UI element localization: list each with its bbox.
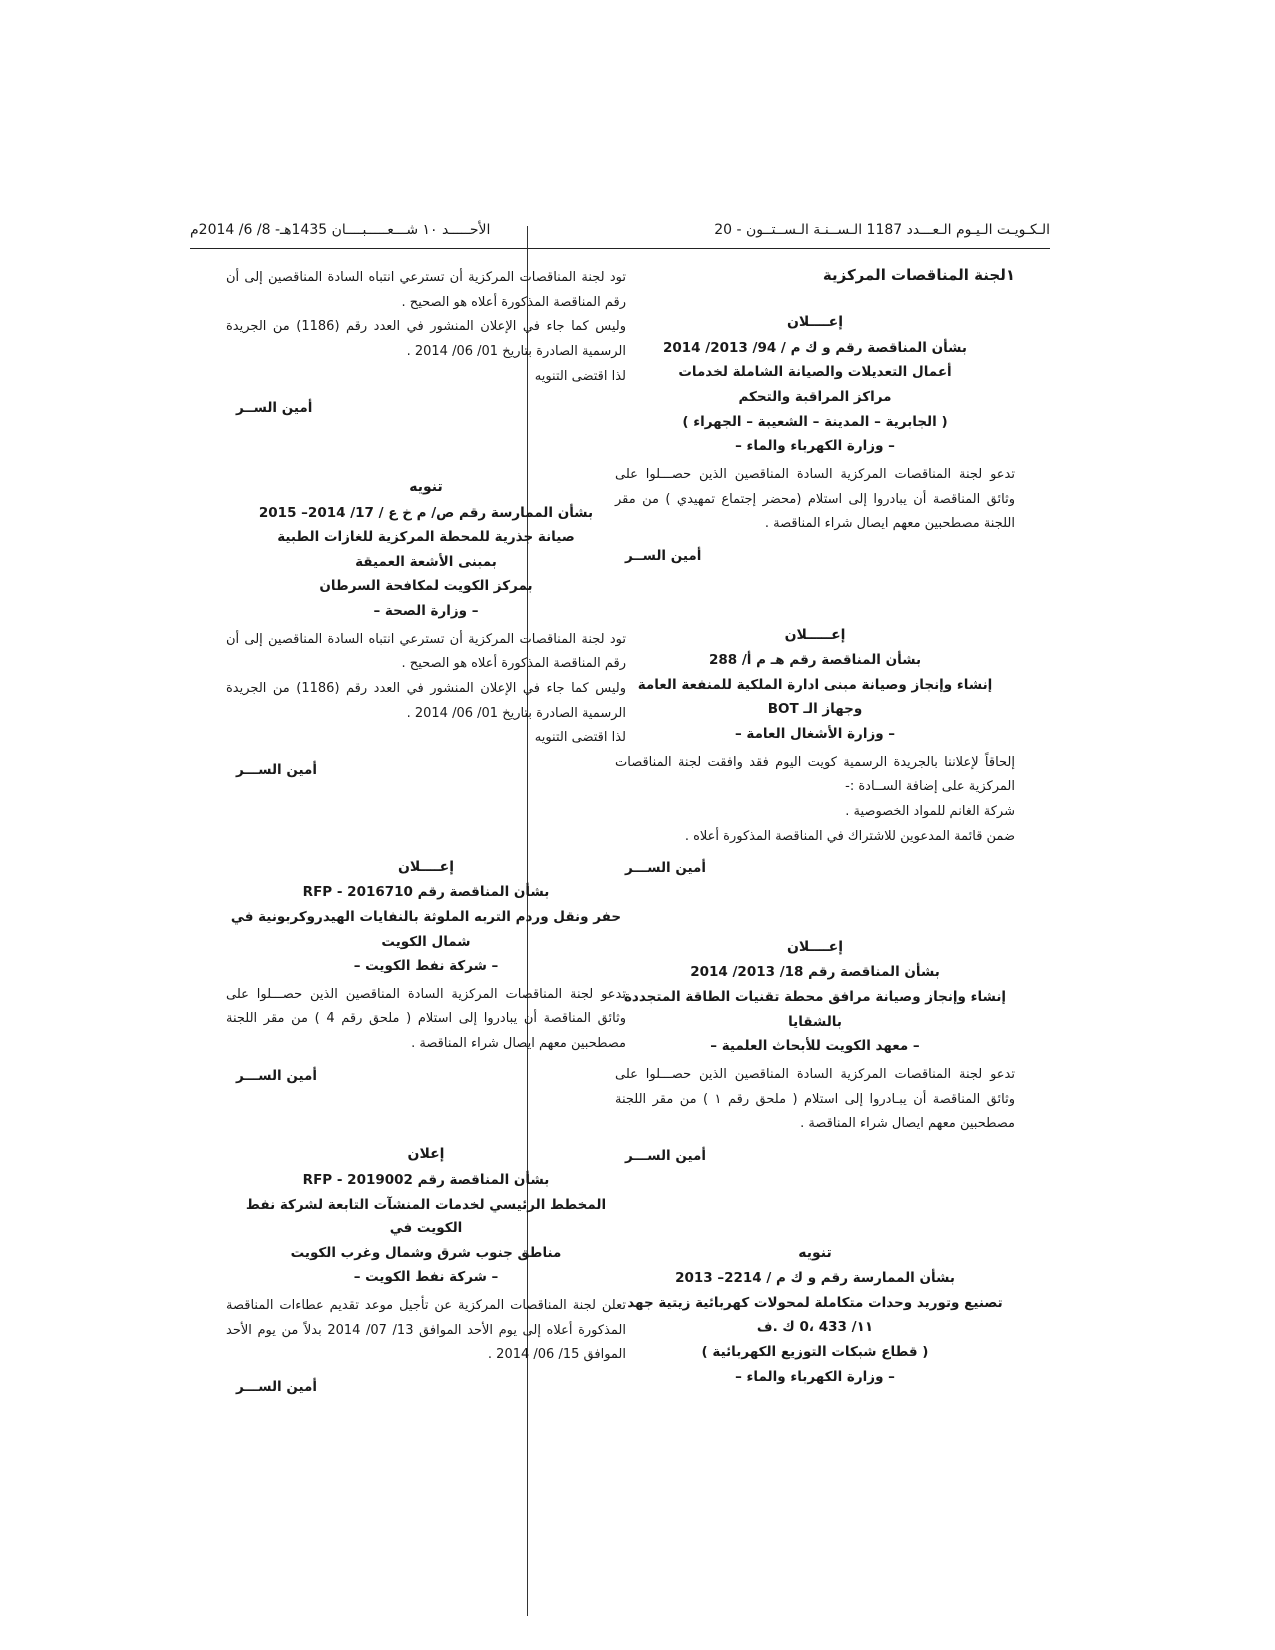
notice-ref: بشأن المناقصة رقم هـ م أ/ 288	[708, 652, 922, 669]
body-paragraph: شركة الغانم للمواد الخصوصية .	[845, 803, 1015, 819]
notice-ref: بشأن الممارسة رقم و ك م / 2214– 2013	[675, 1270, 955, 1287]
notice-r3	[615, 935, 1015, 1169]
notice-entity: – شركة نفط الكويت –	[353, 1269, 499, 1286]
signature: أمين الســـر	[236, 762, 318, 779]
left-column	[226, 262, 626, 1426]
subject-line: ( الجابرية – المدينة – الشعيبة – الجهراء )	[682, 413, 948, 430]
subject-line: بمركز الكويت لمكافحة السرطان	[319, 578, 533, 595]
notice-ref: بشأن المناقصة رقم RFP - 2016710	[302, 884, 550, 901]
right-column	[615, 262, 1015, 1415]
notice-subject	[615, 361, 1015, 434]
body-paragraph: تدعو لجنة المناقصات المركزية السادة المناقصين الذين حصـــلوا على وثائق المناقصة أن يبادروا إلى استلام ( ملحق رقم 4 ) من مقر اللجنة مصطحبين معهم ايصال شراء المناقصة .	[226, 986, 626, 1052]
subject-line: إنشاء وإنجاز وصيانة مرافق محطة تقنيات الطاقة المتجددة	[623, 989, 1007, 1006]
body-paragraph: تدعو لجنة المناقصات المركزية السادة المناقصين الذين حصـــلوا على وثائق المناقصة أن يبـادروا إلى استلام ( ملحق رقم ١ ) من مقر اللجنة مصطحبين معهم ايصال شراء المناقصة .	[615, 1066, 1015, 1132]
notice-body	[615, 463, 1015, 537]
notice-type: تنويه	[409, 479, 443, 496]
notice-body	[615, 751, 1015, 850]
body-paragraph: وليس كما جاء في الإعلان المنشور في العدد رقم (1186) من الجريدة الرسمية الصادرة بتاريخ 01/ 06/ 2014 .	[226, 319, 626, 360]
signature: أمين الســر	[236, 400, 313, 417]
notice-body	[226, 266, 626, 389]
notice-l4	[226, 1142, 626, 1399]
signature: أمين الســر	[625, 547, 702, 564]
subject-line: بمبنى الأشعة العميقة	[355, 553, 497, 570]
subject-line: المخطط الرئيسي لخدمات المنشآت التابعة لشركة نفط الكويت في	[245, 1196, 607, 1237]
body-paragraph: تدعو لجنة المناقصات المركزية السادة المناقصين الذين حصـــلوا على وثائق المناقصة أن يبادروا إلى استلام (محضر إجتماع تمهيدي ) من مقر اللجنة مصطحبين معهم ايصال شراء المناقصة .	[615, 466, 1015, 532]
notice-subject	[226, 906, 626, 954]
body-paragraph: تود لجنة المناقصات المركزية أن تسترعي انتباه السادة المناقصين إلى أن رقم المناقصة المذكورة أعلاه هو الصحيح .	[226, 270, 626, 310]
body-paragraph: لذا اقتضى التنويه	[534, 368, 626, 384]
header-date: الأحـــــد ١٠ شـــعـــــبــــان 1435هـ- 8/ 6/ 2014م	[190, 222, 491, 238]
subject-line: وجهاز الـ BOT	[767, 701, 863, 718]
notice-type: إعــــلان	[786, 938, 844, 955]
notice-ref: بشأن المناقصة رقم و ك م / 94/ 2013/ 2014	[663, 339, 967, 356]
notice-ref: بشأن المناقصة رقم RFP - 2019002	[302, 1171, 550, 1188]
subject-line: ١١/ 433 ،0 ك .ف	[756, 1319, 874, 1336]
notice-subject	[226, 1194, 626, 1266]
notice-ref: بشأن المناقصة رقم 18/ 2013/ 2014	[690, 964, 940, 981]
body-paragraph: لذا اقتضى التنويه	[534, 730, 626, 746]
subject-line: أعمال التعديلات والصيانة الشاملة لخدمات	[678, 364, 952, 381]
subject-line: حفر ونقل وردم التربه الملوثة بالنفايات الهيدروكربونية في	[230, 908, 622, 925]
notice-type: إعـــــلان	[784, 626, 846, 643]
notice-body	[615, 1063, 1015, 1137]
section-title: ١لجنة المناقصات المركزية	[822, 266, 1015, 284]
notice-r1	[615, 310, 1015, 568]
page-header	[190, 218, 1050, 249]
signature: أمين الســـر	[625, 1148, 707, 1164]
notice-subject	[226, 526, 626, 599]
notice-entity: – وزارة الصحة –	[373, 603, 479, 620]
signature: أمين الســـر	[236, 1379, 318, 1396]
body-paragraph: إلحاقاً لإعلاننا بالجريدة الرسمية كويت اليوم فقد وافقت لجنة المناقصات المركزية على إضافة الســادة :-	[615, 754, 1015, 795]
subject-line: صيانة جذرية للمحطة المركزية للغازات الطبية	[277, 529, 575, 546]
notice-r2	[615, 623, 1015, 881]
body-paragraph: تعلن لجنة المناقصات المركزية عن تأجيل موعد تقديم عطاءات المناقصة المذكورة أعلاه إلى يوم الأحد الموافق 13/ 07/ 2014 بدلاً من يوم الأحد الموافق 15/ 06/ 2014 .	[226, 1298, 626, 1363]
notice-entity: – شركة نفط الكويت –	[353, 958, 499, 975]
subject-line: إنشاء وإنجاز وصيانة مبنى ادارة الملكية للمنفعة العامة	[637, 676, 993, 693]
notice-body	[226, 628, 626, 751]
header-issue: الـكـويـت الـيـوم الـعـــدد 1187 الـســنـة الـســتــون - 20	[714, 222, 1050, 238]
subject-line: بالشقايا	[788, 1013, 842, 1030]
notice-subject	[615, 986, 1015, 1034]
notice-type: إعلان	[407, 1146, 445, 1163]
subject-line: مراكز المراقبة والتحكم	[738, 389, 892, 405]
signature: أمين الســـر	[625, 860, 707, 877]
notice-type: تنويه	[798, 1244, 832, 1261]
notice-body	[226, 1294, 626, 1368]
body-paragraph: تود لجنة المناقصات المركزية أن تسترعي انتباه السادة المناقصين إلى أن رقم المناقصة المذكورة أعلاه هو الصحيح .	[226, 631, 626, 672]
notice-body	[226, 983, 626, 1057]
notice-entity: – وزارة الكهرباء والماء –	[735, 1368, 895, 1385]
notice-entity: – وزارة الكهرباء والماء –	[735, 438, 895, 455]
notice-type: إعــــلان	[397, 858, 455, 875]
subject-line: شمال الكويت	[381, 933, 471, 950]
signature: أمين الســـر	[236, 1067, 318, 1084]
body-paragraph: وليس كما جاء في الإعلان المنشور في العدد رقم (1186) من الجريدة الرسمية الصادرة بتاريخ 01/ 06/ 2014 .	[226, 681, 626, 721]
subject-line: تصنيع وتوريد وحدات متكاملة لمحولات كهربائية زيتية جهد	[627, 1294, 1003, 1311]
notice-r4	[615, 1241, 1015, 1390]
body-paragraph: ضمن قائمة المدعوين للاشتراك في المناقصة المذكورة أعلاه .	[684, 828, 1015, 844]
notice-entity: – معهد الكويت للأبحاث العلمية –	[710, 1038, 920, 1055]
notice-entity: – وزارة الأشغال العامة –	[734, 725, 896, 742]
notice-subject	[615, 1292, 1015, 1365]
subject-line: ( قطاع شبكات التوزيع الكهربائية )	[701, 1344, 929, 1360]
notice-l1	[226, 266, 626, 421]
notice-l2	[226, 475, 626, 783]
notice-ref: بشأن الممارسة رقم ص/ م خ ع / 17/ 2014– 2015	[258, 504, 594, 521]
notice-l3	[226, 855, 626, 1089]
subject-line: مناطق جنوب شرق وشمال وغرب الكويت	[290, 1244, 562, 1261]
notice-subject	[615, 674, 1015, 722]
notice-type: إعــــلان	[786, 314, 844, 331]
